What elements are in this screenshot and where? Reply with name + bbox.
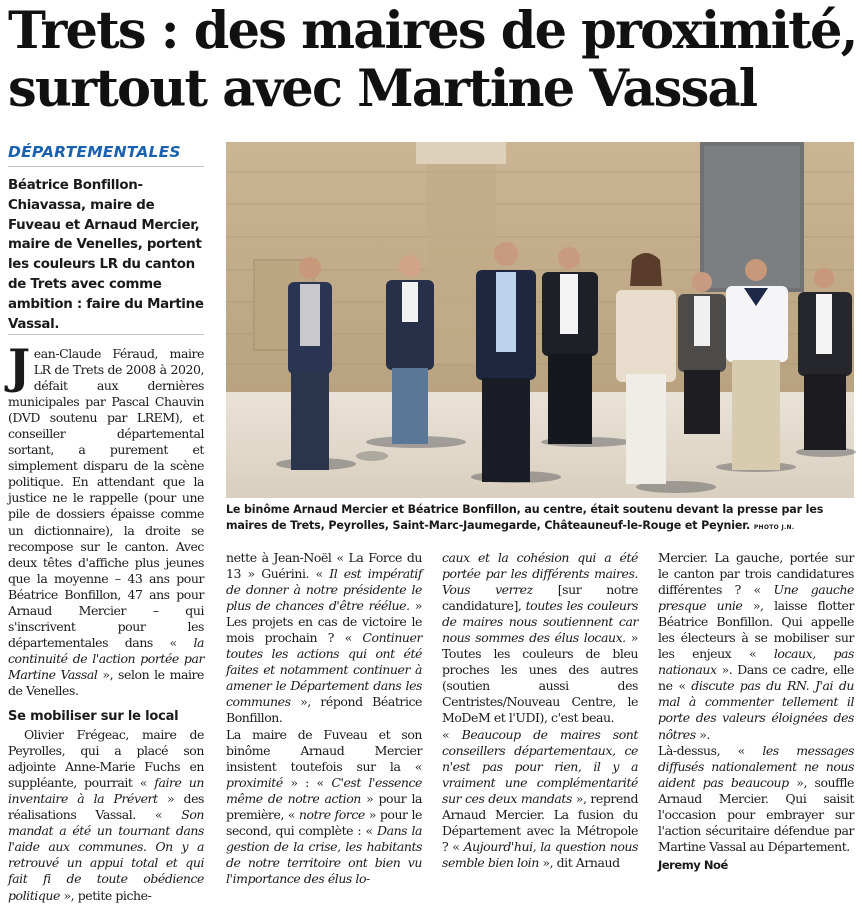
col4-text-e: ». Dans ce cadre, elle ne « (658, 662, 854, 694)
author-signature: Jeremy Noé (658, 857, 728, 872)
quote-continuer: Continuer toutes les actions qui ont été faites et notamment continuer à amener le Département dans les communes (226, 630, 422, 710)
quote-crise: Dans la gestion de la crise, les habitants de notre territoire ont bien vu l'importance des élus lo- (226, 822, 422, 886)
headline (8, 2, 858, 118)
col2-text-c: » Les projets en cas de victoire le mois prochain ? « (226, 598, 422, 646)
col3-text-b: [sur notre candidature], (442, 582, 638, 614)
section-kicker: DÉPARTEMENTALES (8, 143, 204, 167)
col2-text-j: » pour la première, « (226, 790, 423, 822)
article-column-1 (8, 340, 205, 904)
lead-divider (8, 334, 204, 335)
col4-text-j: », souffle Arnaud Mercier. Qui saisit l'occasion pour embrayer sur l'action sécuritaire défendue par Martine Vassal au Département. (658, 774, 854, 854)
col2-text-f: La maire de Fuveau et son binôme Arnaud Mercier insistent toutefois sur la « (226, 726, 422, 774)
quote-conseillers: Beaucoup de maires sont conseillers départementaux, ce n'est pas pour rien, il y a vraiment une complémentarité sur ces deux mandats (442, 726, 638, 806)
quote-messages: les messages diffusés nationalement ne nous aident pas beaucoup (658, 742, 855, 790)
quote-essence: C'est l'essence même de notre action (226, 774, 422, 806)
col3-text-e: « (442, 726, 462, 742)
paragraph-1: ean-Claude Féraud, maire LR de Trets de 2008 à 2020, défait aux dernières municipales par Pascal Chauvin (DVD soutenu par LREM), et conseiller départemental sortant, a purement et simplement disparu de la scène politique. En attendant que la justice ne le rappelle (pour une pile de dossiers épaisse comme un dictionnaire), la droite se recompose sur le canton. Avec deux têtes d'affiche plus jeunes que la moyenne – 43 ans pour Béatrice Bonfillon, 47 ans pour Arnaud Mercier – qui s'inscrivent pour les départementales dans « (8, 346, 204, 650)
quote-imperatif: Il est impératif de donner à notre présidente le plus de chances d'être réélue. (226, 566, 423, 614)
quote-locaux: locaux, pas nationaux (658, 646, 854, 678)
quote-rn: discute pas du RN. J'ai du mal à commenter tellement il porte des valeurs éloignées des nôtres (658, 678, 854, 742)
quote-continuity: la continuité de l'action portée par Martine Vassal (8, 634, 204, 682)
col2-text-l: » pour le second, qui complète : « (226, 806, 422, 838)
subheading: Se mobiliser sur le local (8, 709, 179, 725)
paragraph-2-a: Olivier Frégeac, maire de Peyrolles, qui a placé son adjointe Anne-Marie Fuchs en suppléante, pourrait « (8, 727, 204, 791)
col4-text-a: Mercier. La gauche, portée sur le canton par trois candidatures différentes ? « (658, 550, 854, 598)
col2-text-h: » : « (282, 774, 332, 790)
article-column-4 (658, 550, 854, 873)
group-photo-illustration (226, 142, 854, 498)
caption-text: Le binôme Arnaud Mercier et Béatrice Bonfillon, au centre, était soutenu devant la presse par les maires de Trets, Peyrolles, Saint-Marc-Jaumegarde, Châteauneuf-le-Rouge et Peynier. (226, 503, 824, 532)
col3-text-i: », dit Arnaud (538, 854, 620, 870)
col2-text-e: », répond Béatrice Bonfillon. (226, 694, 422, 726)
drop-cap: J (8, 340, 30, 395)
quote-gauche: Une gauche presque unie (658, 582, 854, 614)
paragraph-1-end: », selon le maire de Venelles. (8, 666, 205, 698)
paragraph-2-e: », petite piche- (59, 887, 152, 903)
col4-text-c: », laisse flotter Béatrice Bonfillon. Qui appelle les électeurs à se mobiliser sur les enjeux « (658, 598, 854, 662)
quote-mandat: Son mandat a été un tournant dans l'aide aux communes. On y a retrouvé un appui total et qui fait fi de toute obédience politique (8, 807, 204, 903)
article-photo (226, 142, 854, 498)
col3-text-g: », reprend Arnaud Mercier. La fusion du Département avec la Métropole ? « (442, 790, 639, 854)
quote-proximite: proximité (226, 774, 283, 790)
col2-text-a: nette à Jean-Noël « La Force du 13 » Guérini. « (226, 550, 422, 582)
paragraph-2-c: » des réalisations Vassal. « (8, 791, 204, 823)
article-column-3 (442, 550, 638, 871)
quote-aujourdhui: Aujourd'hui, la question nous semble bien loin (442, 838, 638, 870)
photo-credit: PHOTO J.N. (753, 523, 795, 531)
quote-prevert: faire un inventaire à la Prévert (8, 775, 204, 807)
article-column-2 (226, 550, 422, 887)
headline-line-1: Trets : des maires de proximité, (8, 1, 857, 61)
col4-text-h: Là-dessus, « (658, 742, 763, 758)
quote-cohesion: caux et la cohésion qui a été portée par les différents maires. Vous verrez (442, 550, 638, 598)
headline-line-2: surtout avec Martine Vassal (8, 59, 757, 119)
photo-caption (226, 502, 854, 535)
article-lead: Béatrice Bonfillon-Chiavassa, maire de Fuveau et Arnaud Mercier, maire de Venelles, portent les couleurs LR du canton de Trets avec comme ambition : faire du Martine Vassal. (8, 178, 204, 332)
quote-force: notre force (298, 806, 365, 822)
col4-text-g: ». (695, 726, 710, 742)
quote-couleurs: toutes les couleurs de maires nous soutiennent car nous sommes des élus locaux. (442, 598, 638, 646)
col3-text-d: » Toutes les couleurs de bleu proches les unes des autres (soutien aussi des Centristes/Nouveau Centre, le MoDeM et l'UDI), c'est beau. (442, 630, 638, 726)
